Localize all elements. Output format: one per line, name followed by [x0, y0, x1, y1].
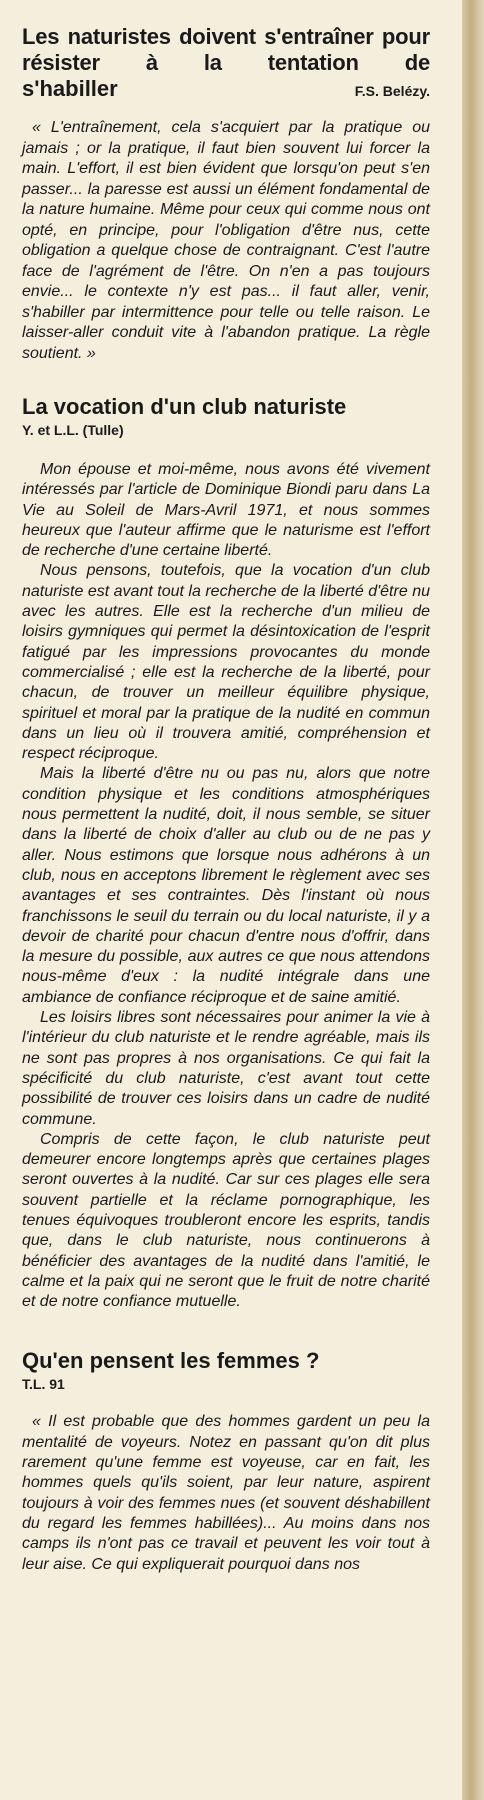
article-title: Les naturistes doivent s'entraîner pour résister à la tentation de [22, 24, 430, 75]
article-author: F.S. Belézy. [354, 83, 430, 99]
page-edge [462, 0, 484, 1800]
article-quote: « Il est probable que des hommes gardent un peu la mentalité de voyeurs. Notez en passant qu'on dit plus rarement qu'une femme est voyeuse, car en fait, les hommes quels qu'ils soient, par leur nature, aspirent toujours à voir des femmes nues (et souvent déshabillent du regard les femmes habillées)... Au moins dans nos camps ils n'ont pas ce travail et peuvent les voir tout à leur aise. Ce qui expliquerait pourquoi dans nos [22, 1413, 430, 1573]
paragraph: Mais la liberté d'être nu ou pas nu, alors que notre condition physique et les conditions atmosphériques nous permettent la nudité, doit, il nous semble, se situer dans la liberté de choix d'aller au club ou de ne pas y aller. Nous estimons que lorsque nous adhérons à un club, nous en acceptons librement le règlement avec ses avantages et ses contraintes. Dès l'instant où nous franchissons le seuil du terrain ou du local naturiste, il y a devoir de charité pour chacun d'entre nous d'offrir, dans la mesure du possible, aux autres ce que nous attendons nous-même d'eux : la nudité intégrale dans une ambiance de confiance réciproque et de saine amitié. [22, 765, 430, 1006]
paragraph: Les loisirs libres sont nécessaires pour animer la vie à l'intérieur du club naturiste et le rendre agréable, mais ils ne sont pas propres à nos organisations. Ce qui fait la spécificité du club naturiste, c'est avant tout cette possibilité de trouver ces loisirs dans un cadre de nudité commune. [22, 1009, 430, 1128]
paragraph: Mon épouse et moi-même, nous avons été vivement intéressés par l'article de Dominique Biondi paru dans La Vie au Soleil de Mars-Avril 1971, et nous sommes heureux que l'auteur affirme que le naturisme est l'effort de recherche d'une certaine liberté. [22, 461, 430, 560]
article-vocation [22, 394, 430, 1312]
article-femmes [22, 1348, 430, 1574]
text-column [22, 24, 430, 1575]
article-title-end: s'habiller [22, 76, 118, 101]
article-entrainement [22, 24, 430, 364]
article-author: Y. et L.L. (Tulle) [22, 422, 124, 438]
article-author: T.L. 91 [22, 1376, 65, 1393]
paragraph: Compris de cette façon, le club naturiste peut demeurer encore longtemps après que certaines plages seront ouvertes à la nudité. Car sur ces plages elle sera souvent partielle et la réclame pornographique, les tenues équivoques troubleront encore les esprits, tandis que, dans le club naturiste, nous continuerons à bénéficier des avantages de la nudité dans l'amitié, le calme et la paix qui ne seront que le fruit de notre charité et de notre confiance mutuelle. [22, 1130, 430, 1311]
article-title: La vocation d'un club naturiste [22, 394, 347, 419]
article-quote: « L'entraînement, cela s'acquiert par la pratique ou jamais ; or la pratique, il faut bien souvent lui forcer la main. L'effort, il est bien évident que lorsqu'on peut s'en passer... la paresse est aussi un élément fondamental de la nature humaine. Même pour ceux qui comme nous ont opté, en principe, pour l'obligation d'être nus, cette obligation a quelque chose de contraignant. C'est l'autre face de l'agrément de l'être. On n'en a pas toujours envie... le contexte n'y est pas... il faut aller, venir, s'habiller par intermittence pour telle ou telle raison. Le laisser-aller conduit vite à l'abandon pratique. La règle soutient. » [22, 119, 430, 362]
paragraph: Nous pensons, toutefois, que la vocation d'un club naturiste est avant tout la recherche de la liberté d'être nu avec les autres. Elle est la recherche d'un milieu de loisirs gymniques qui permet la désintoxication de l'esprit fatigué par les impressions provocantes du monde commercialisé ; elle est la recherche de la liberté, pour chacun, de trouver un meilleur équilibre physique, spirituel et moral par la pratique de la nudité en commun dans un lieu où il trouvera amitié, compréhension et respect réciproque. [22, 562, 430, 763]
article-title: Qu'en pensent les femmes ? [22, 1348, 320, 1374]
